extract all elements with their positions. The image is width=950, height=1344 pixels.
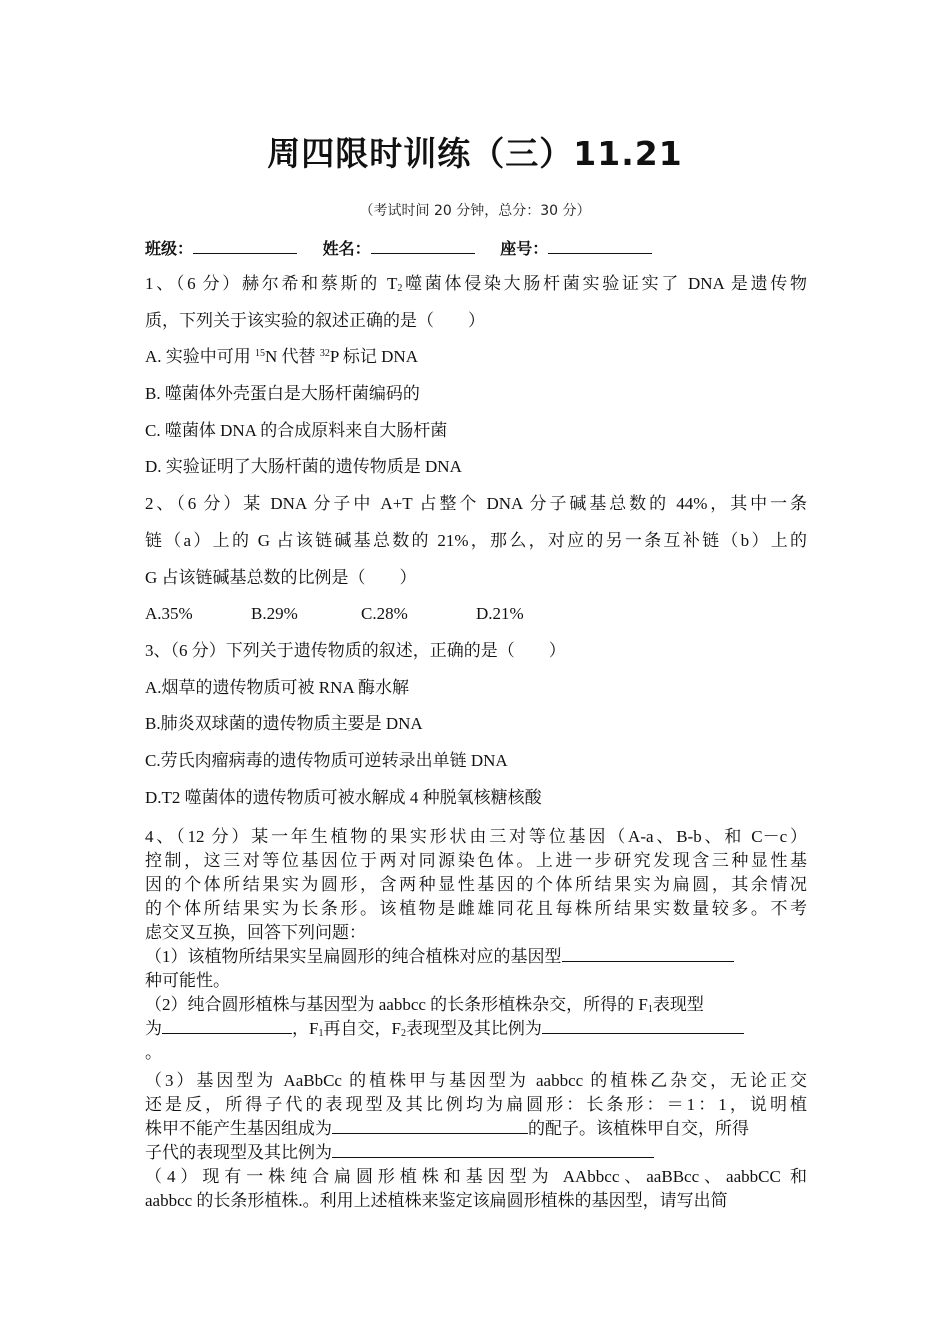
student-info-fields — [145, 236, 672, 259]
q4-part3-blank1[interactable] — [332, 1117, 528, 1134]
q2-option-a: A.35% — [145, 604, 193, 624]
exam-info: （考试时间 20 分钟，总分：30 分） — [359, 203, 591, 219]
seat-blank[interactable] — [548, 239, 652, 254]
q1-stem-line1: 1、（6 分）赫尔希和蔡斯的 $T_2$噬菌体侵染大肠杆菌实验证实了 DNA 是遗传物 — [145, 274, 807, 294]
q1-option-c: C. 噬菌体 DNA 的合成原料来自大肠杆菌 — [145, 420, 448, 440]
q4-part3-line4: 子代的表现型及其比例为 — [145, 1141, 807, 1165]
q4-part2-blank1[interactable] — [162, 1017, 292, 1034]
q1-stem-line2: 质，下列关于该实验的叙述正确的是（ ） — [145, 310, 485, 330]
name-blank[interactable] — [371, 239, 475, 254]
q4-part2-blank2[interactable] — [542, 1017, 744, 1034]
q3-option-c: C.劳氏肉瘤病毒的遗传物质可逆转录出单链 DNA — [145, 750, 508, 770]
q4-stem-line5: 虑交叉互换，回答下列问题： — [145, 923, 366, 943]
q4-part2-line1: （2）纯合圆形植株与基因型为 aabbcc 的长条形植株杂交，所得的 $F_1$表现型 — [145, 995, 704, 1016]
q2-options — [145, 596, 807, 633]
q4-part3-line3: 株甲不能产生基因组成为 的配子。该植株甲自交，所得 — [145, 1119, 749, 1139]
q2-stem-line1: 2、（6 分）某 DNA 分子中 A+T 占整个 DNA 分子碱基总数的 44%，其中一条 — [145, 494, 807, 514]
q1-option-b: B. 噬菌体外壳蛋白是大肠杆菌编码的 — [145, 384, 420, 404]
q3-option-d: D.T2 噬菌体的遗传物质可被水解成 4 种脱氧核糖核酸 — [145, 787, 542, 807]
q2-option-b: B.29% — [251, 604, 298, 624]
q4-part1-line2: 种可能性。 — [145, 971, 230, 991]
q2-stem-line3: G 占该链碱基总数的比例是（ ） — [145, 567, 417, 587]
q1-option-a: A. 实验中可用 $^{15}$N 代替 $^{32}$P 标记 DNA — [145, 347, 418, 367]
q4-part3-line1: （3）基因型为 AaBbCc 的植株甲与基因型为 aabbcc 的植株乙杂交，无论正交 — [145, 1071, 807, 1091]
q4-stem-line2: 控制，这三对等位基因位于两对同源染色体。上进一步研究发现含三种显性基 — [145, 851, 807, 871]
q3-option-a: A.烟草的遗传物质可被 RNA 酶水解 — [145, 677, 409, 697]
name-label: 姓名： — [322, 239, 371, 258]
q4-part3-line2: 还是反，所得子代的表现型及其比例均为扁圆形：长条形：＝1：1，说明植 — [145, 1095, 807, 1115]
seat-label: 座号： — [500, 239, 549, 258]
page-title: 周四限时训练（三）11.21 — [267, 134, 683, 173]
q2-option-d: D.21% — [476, 604, 524, 624]
q4-part4-line1: （4）现有一株纯合扁圆形植株和基因型为 AAbbcc、aaBBcc、aabbCC 和 — [145, 1167, 807, 1187]
q4-part1-line1: （1）该植物所结果实呈扁圆形的纯合植株对应的基因型 — [145, 945, 807, 969]
q3-stem: 3、（6 分）下列关于遗传物质的叙述，正确的是（ ） — [145, 640, 566, 660]
q3-option-b: B.肺炎双球菌的遗传物质主要是 DNA — [145, 714, 423, 734]
q4-block — [145, 825, 807, 1213]
questions — [145, 266, 807, 1213]
q2-option-c: C.28% — [361, 604, 408, 624]
q4-part3-blank2[interactable] — [332, 1141, 654, 1158]
q1-option-d: D. 实验证明了大肠杆菌的遗传物质是 DNA — [145, 457, 462, 477]
q4-stem-line1: 4、（12 分）某一年生植物的果实形状由三对等位基因（A-a、B-b、和 C－c） — [145, 827, 807, 847]
q4-part2-line3: 。 — [145, 1043, 162, 1063]
q4-stem-line3: 因的个体所结果实为圆形，含两种显性基因的个体所结果实为扁圆，其余情况 — [145, 875, 807, 895]
q4-stem-line4: 的个体所结果实为长条形。该植物是雌雄同花且每株所结果实数量较多。不考 — [145, 899, 807, 919]
q4-part1-blank[interactable] — [562, 945, 734, 962]
class-blank[interactable] — [193, 239, 297, 254]
q4-part4-line2: aabbcc 的长条形植株.。利用上述植株来鉴定该扁圆形植株的基因型，请写出简 — [145, 1191, 728, 1211]
q2-stem-line2: 链（a）上的 G 占该链碱基总数的 21%，那么，对应的另一条互补链（b）上的 — [145, 530, 807, 550]
q4-part2-line2: 为 ，$F_1$再自交，$F_2$表现型及其比例为 — [145, 1017, 807, 1041]
class-label: 班级： — [145, 239, 194, 258]
